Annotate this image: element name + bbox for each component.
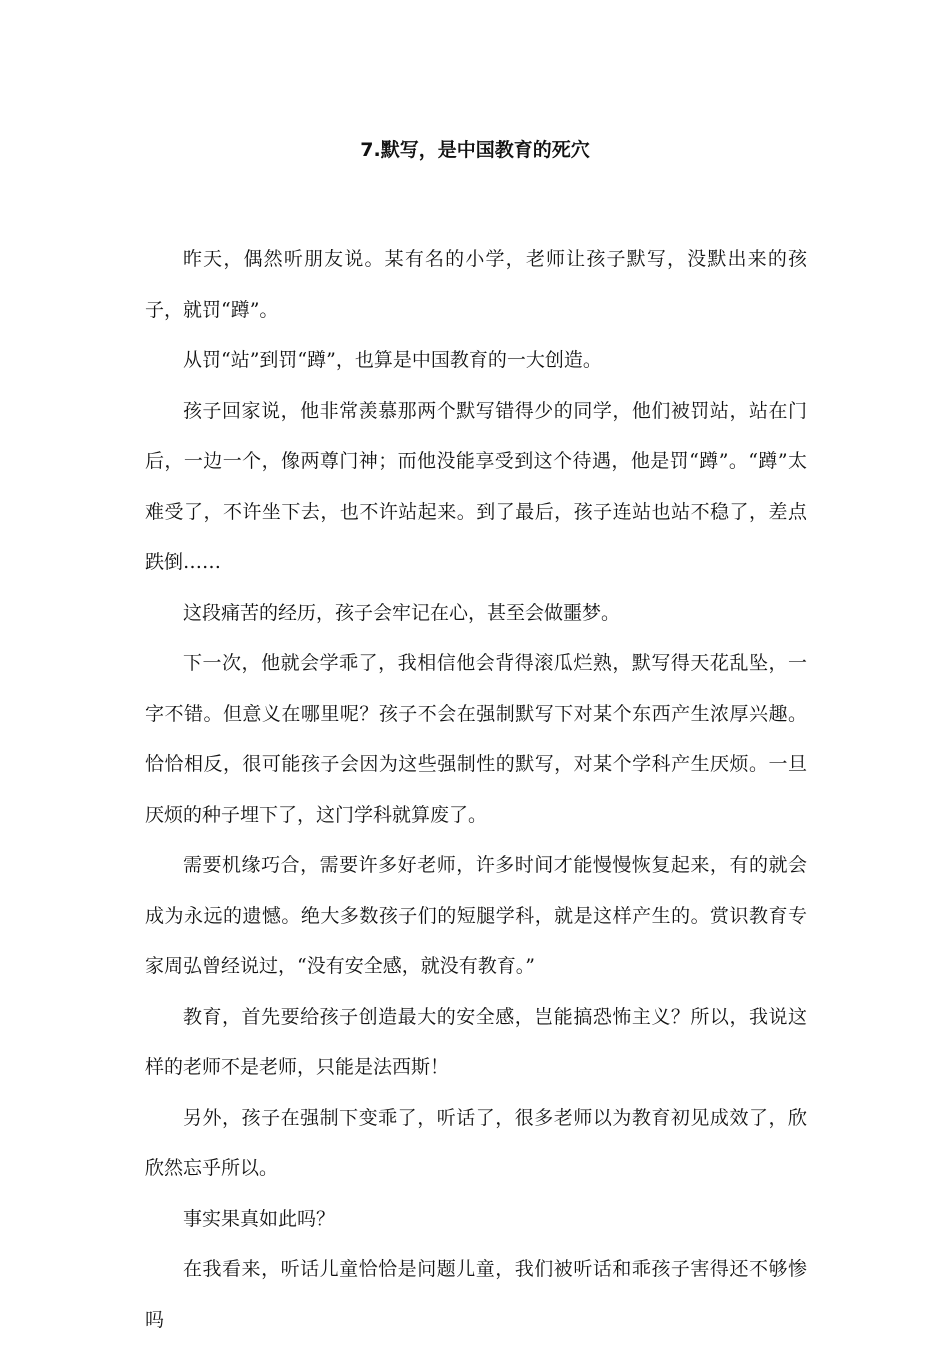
paragraph: 需要机缘巧合，需要许多好老师，许多时间才能慢慢恢复起来，有的就会成为永远的遗憾。绝大多数孩子们的短腿学科，就是这样产生的。赏识教育专家周弘曾经说过，“没有安全感，就没有教育。”: [145, 854, 807, 977]
document-title: 7.默写，是中国教育的死穴: [360, 139, 590, 161]
document-body: [145, 234, 807, 1345]
paragraph: 昨天，偶然听朋友说。某有名的小学，老师让孩子默写，没默出来的孩子，就罚“蹲”。: [145, 248, 807, 321]
paragraph: 另外，孩子在强制下变乖了，听话了，很多老师以为教育初见成效了，欣欣然忘乎所以。: [145, 1106, 807, 1179]
paragraph: 事实果真如此吗？: [183, 1207, 336, 1230]
paragraph: 从罚“站”到罚“蹲”，也算是中国教育的一大创造。: [183, 349, 602, 371]
paragraph: 下一次，他就会学乖了，我相信他会背得滚瓜烂熟，默写得天花乱坠，一字不错。但意义在哪里呢？孩子不会在强制默写下对某个东西产生浓厚兴趣。恰恰相反，很可能孩子会因为这些强制性的默写，对某个学科产生厌烦。一旦厌烦的种子埋下了，这门学科就算废了。: [145, 652, 807, 826]
paragraph: 教育，首先要给孩子创造最大的安全感，岂能搞恐怖主义？所以，我说这样的老师不是老师，只能是法西斯！: [145, 1005, 807, 1078]
paragraph: 孩子回家说，他非常羡慕那两个默写错得少的同学，他们被罚站，站在门后，一边一个，像两尊门神；而他没能享受到这个待遇，他是罚“蹲”。“蹲”太难受了，不许坐下去，也不许站起来。到了最后，孩子连站也站不稳了，差点跌倒……: [145, 399, 807, 573]
paragraph: 在我看来，听话儿童恰恰是问题儿童，我们被听话和乖孩子害得还不够惨吗: [145, 1258, 807, 1331]
paragraph: 这段痛苦的经历，孩子会牢记在心，甚至会做噩梦。: [183, 601, 621, 624]
